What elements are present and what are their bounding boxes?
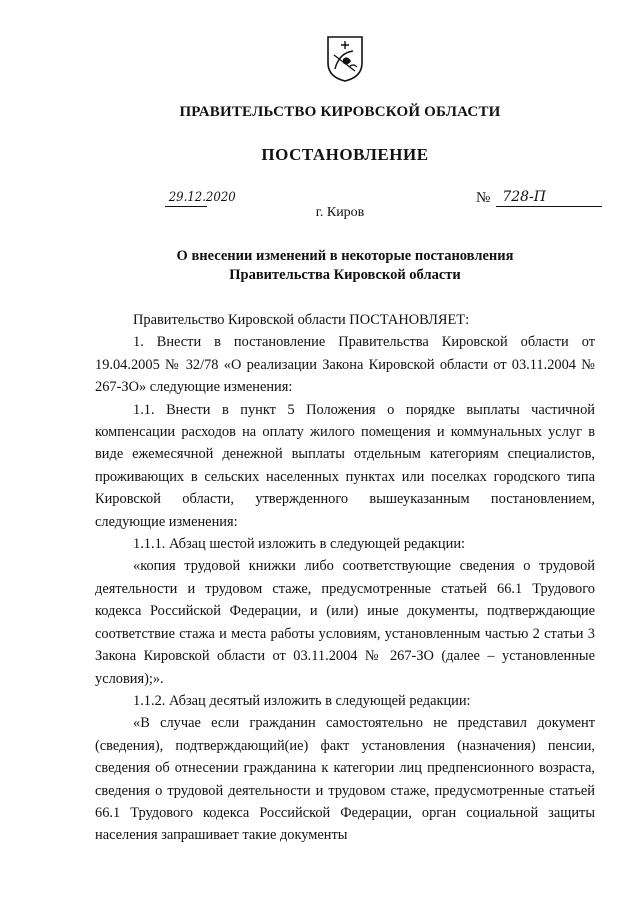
document-date-value: 29.12.2020 (168, 190, 236, 205)
body-paragraph: «В случае если гражданин самостоятельно не представил документ (сведения), подтверждающий(ие) факт установления (назначения) пенсии, сведения об отнесении гражданина к категории лиц предпенсионного возраста, сведения о трудовой деятельности и трудовом стаже, предусмотренные статьей 66.1 Трудового кодекса Российской Федерации, орган социальной защиты населения запрашивает такие документы (95, 715, 595, 844)
document-type-title: ПОСТАНОВЛЕНИЕ (261, 145, 429, 164)
body-paragraph: 1. Внести в постановление Правительства Кировской области от 19.04.2005 № 32/78 «О реализации Закона Кировской области от 03.11.2004 № 267-ЗО» следующие изменения: (95, 334, 595, 396)
body-paragraph: Правительство Кировской области ПОСТАНОВЛЯЕТ: (133, 312, 470, 328)
coat-of-arms-icon (325, 33, 365, 83)
government-title: ПРАВИТЕЛЬСТВО КИРОВСКОЙ ОБЛАСТИ (179, 104, 501, 120)
document-body (95, 309, 595, 847)
body-paragraph: 1.1.2. Абзац десятый изложить в следующей редакции: (133, 692, 471, 709)
document-subject (0, 247, 640, 285)
document-number-value: 728-П (496, 188, 602, 207)
subject-line-2: Правительства Кировской области (229, 267, 461, 283)
document-number (476, 187, 602, 207)
body-paragraph: 1.1.1. Абзац шестой изложить в следующей редакции: (133, 536, 466, 553)
body-paragraph: «копия трудовой книжки либо соответствующие сведения о трудовой деятельности и трудовом стаже, предусмотренные статьей 66.1 Трудового кодекса Российской Федерации, и (или) иные документы, подтверждающие соответствие стажа и места работы условиям, установленным частью 2 статьи 3 Закона Кировской области от 03.11.2004 № 267-ЗО (далее – установленные условия);». (95, 558, 595, 687)
body-paragraph: 1.1. Внести в пункт 5 Положения о порядке выплаты частичной компенсации расходов на оплату жилого помещения и коммунальных услуг в виде ежемесячной денежной выплаты отдельным категориям специалистов, проживающих в сельских населенных пунктах или поселках городского типа Кировской области, утвержденного вышеуказанным постановлением, следующие изменения: (95, 401, 595, 530)
number-sign: № (476, 190, 491, 206)
city: г. Киров (315, 205, 365, 220)
subject-line-1: О внесении изменений в некоторые постановления (176, 248, 514, 264)
